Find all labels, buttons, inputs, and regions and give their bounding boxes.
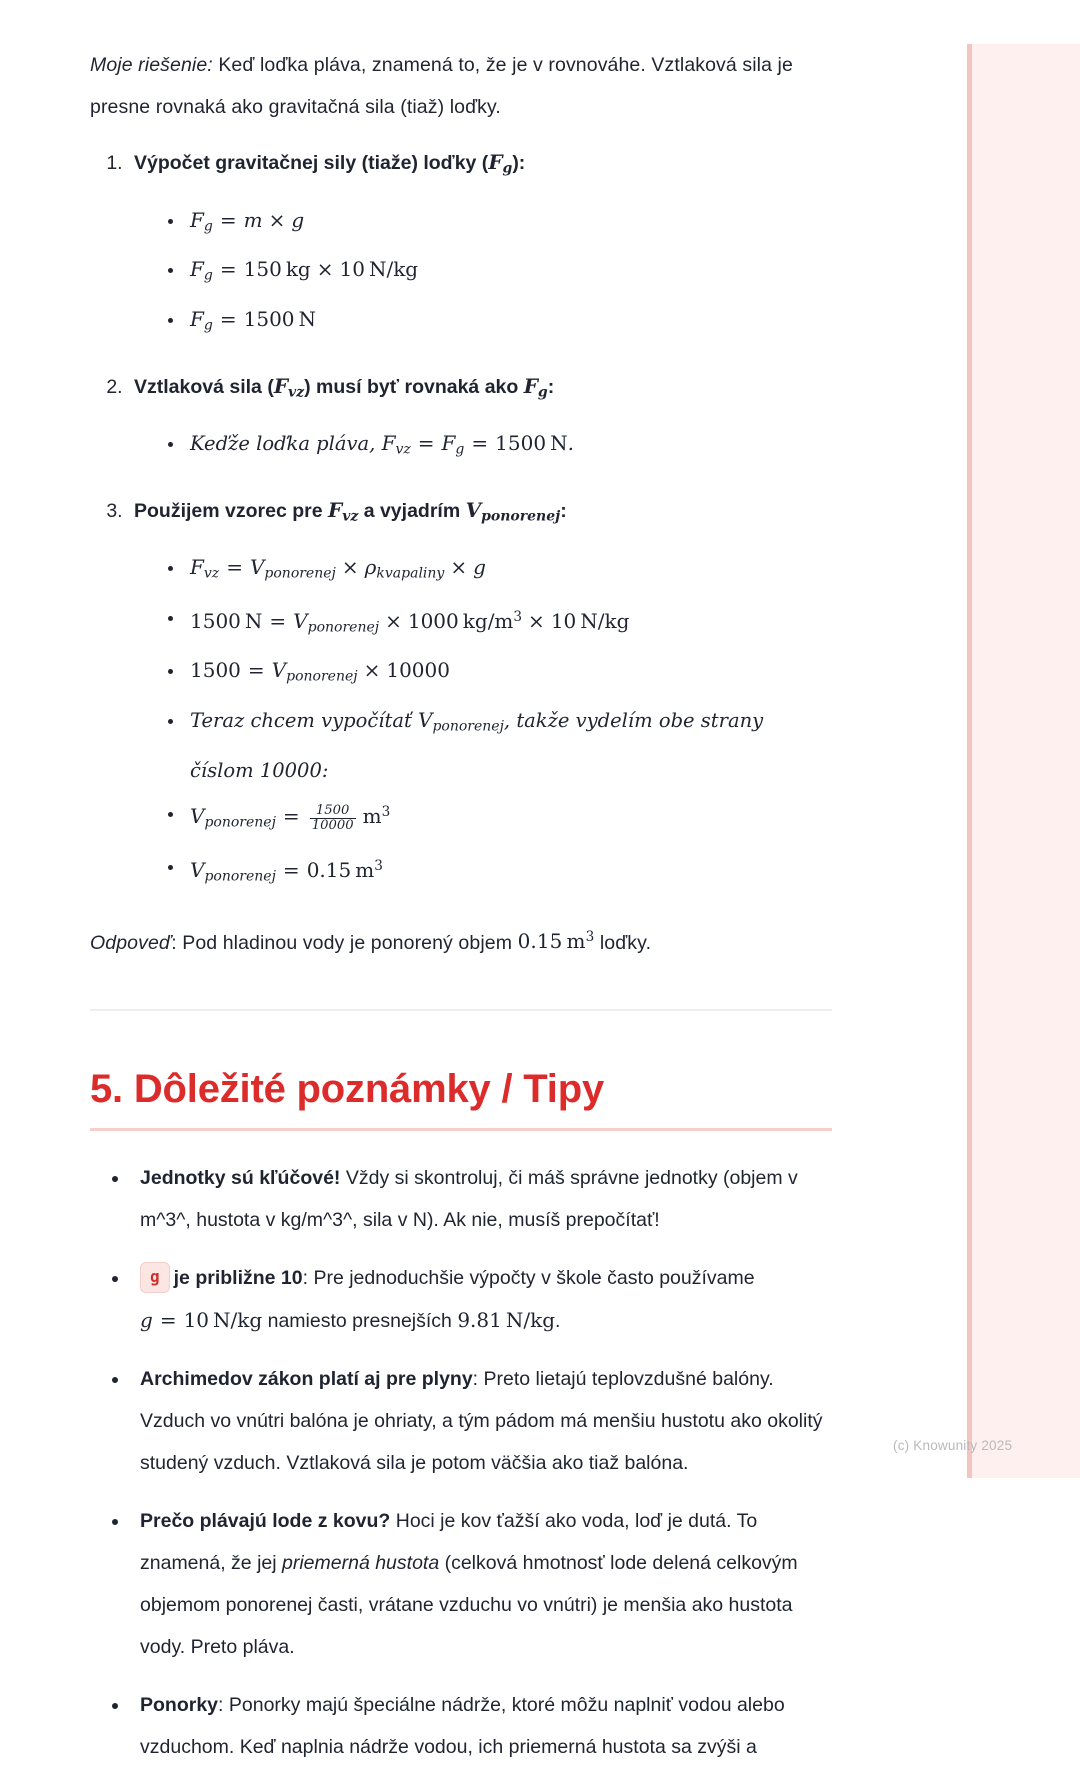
- tip-gravity-text-c: .: [555, 1310, 561, 1333]
- answer-text-a: : Pod hladinou vody je ponorený objem: [171, 931, 518, 954]
- tip-gravity-bold: je približne 10: [173, 1267, 303, 1290]
- formula-fvz-equals-fg: [162, 422, 832, 472]
- step-3-title: [134, 497, 567, 525]
- formula-text: $F_{vz} = F_g = 1500$ N.: [381, 431, 574, 458]
- formula-fg-def: [162, 199, 832, 249]
- tip-gases-bold: Archimedov zákon platí aj pre plyny: [140, 1368, 473, 1391]
- formula-text: 1500 $N = V_{ponorenej} \times 1000$ $kg/m^3 \times 10$ N/kg: [190, 608, 630, 636]
- document-content: [90, 44, 832, 1784]
- step-3-title-suffix: :: [560, 499, 567, 522]
- formula-text: $F_g = 150$ kg × 10 N/kg: [190, 257, 419, 284]
- formula-text: $V_{ponorenej} = 0.15$ $m^3$: [190, 857, 383, 885]
- step-2-symbol2-sub: g: [537, 384, 548, 401]
- formula-fvz-def: [162, 546, 832, 596]
- tip-gravity-math-b: 9.81 N/kg: [457, 1308, 556, 1333]
- step-1-symbol-sub: g: [502, 160, 513, 177]
- tip-metal-ships-bold: Prečo plávajú lode z kovu?: [140, 1510, 391, 1533]
- inline-code-badge-g: g: [140, 1262, 170, 1293]
- step-1-title: [134, 150, 526, 177]
- step-3-title-mid: a vyjadrím: [358, 499, 466, 522]
- formula-text: $F_{vz} = V_{ponorenej} \times \rho_{kvapaliny} \times g$: [190, 555, 486, 582]
- formula-lead-text: Keďže loďka pláva,: [190, 432, 382, 456]
- formula-explanation: Teraz chcem vypočítať $V_{ponorenej}$, takže vydelím obe strany číslom 10000:: [162, 699, 832, 792]
- formula-fg-values: [162, 248, 832, 298]
- step-1-symbol: F: [488, 150, 503, 174]
- tip-gravity: [104, 1257, 832, 1342]
- tip-units-text: Vždy si skontroluj, či máš správne jednotky (objem v m^3^, hustota v kg/m^3^, sila v N). Ak nie, musíš prepočítať!: [140, 1167, 798, 1232]
- page-edge-strip: [967, 44, 1080, 1478]
- solution-steps-list: [90, 142, 832, 899]
- tip-metal-ships-italic: priemerná hustota: [282, 1552, 440, 1575]
- tip-gravity-text-b: namiesto presnejších: [262, 1310, 458, 1333]
- tip-gravity-math-a: g = 10 N/kg: [140, 1308, 263, 1333]
- watermark: (c) Knowunity 2025: [893, 1438, 1013, 1453]
- step-2-formulas: [134, 422, 832, 472]
- solution-step-3: [128, 490, 832, 899]
- formula-text: $F_g = m \times g$: [190, 207, 305, 235]
- step-3-symbol-sub: vz: [342, 508, 359, 525]
- step-2-title-prefix: Vztlaková sila (: [134, 375, 274, 398]
- answer-value: 0.15 $m^3$: [517, 929, 595, 954]
- tip-units-bold: Jednotky sú kľúčové!: [140, 1167, 341, 1190]
- step-2-title: [134, 373, 555, 401]
- formula-fg-result: [162, 298, 832, 348]
- fraction: [310, 804, 356, 835]
- formula-text: $1500 = V_{ponorenej} \times 10000$: [190, 658, 450, 686]
- intro-label: Moje riešenie:: [90, 54, 213, 76]
- step-3-formulas: [134, 546, 832, 898]
- answer-text-b: loďky.: [594, 931, 652, 954]
- step-1-formulas: [134, 199, 832, 348]
- formula-final-result: [162, 845, 832, 898]
- tip-gases-text: : Preto lietajú teplovzdušné balóny. Vzduch vo vnútri balóna je ohriaty, a tým pádom má menšiu hustotu ako okolitý studený vzduch. Vztlaková sila je potom väčšia ako tiaž balóna.: [140, 1368, 823, 1475]
- step-2-symbol2: F: [523, 373, 538, 398]
- formula-simplified: [162, 649, 832, 699]
- step-1-title-suffix: ):: [512, 152, 526, 174]
- page-title: 5. Dôležité poznámky / Tipy: [90, 1067, 832, 1131]
- step-1-title-prefix: Výpočet gravitačnej sily (tiaže) loďky (: [134, 152, 489, 174]
- tip-metal-ships-text-b: (celková hmotnosť lode delená celkovým objemom ponorenej časti, vrátane vzduchu vo vnútri) je menšia ako hustota vody. Preto pláva.: [140, 1552, 798, 1659]
- answer-paragraph: [90, 917, 832, 964]
- tip-metal-ships: [104, 1500, 832, 1668]
- answer-label: Odpoveď: [90, 931, 172, 954]
- tip-submarines-bold: Ponorky: [140, 1694, 219, 1717]
- explanation-text-a: Teraz chcem vypočítať: [190, 709, 418, 733]
- fraction-denominator: 10000: [311, 818, 354, 834]
- section-divider: [90, 1009, 832, 1011]
- step-2-title-mid: ) musí byť rovnaká ako: [304, 375, 524, 398]
- formula-substituted: [162, 596, 832, 649]
- step-2-symbol-sub: vz: [288, 384, 305, 401]
- tip-gases: [104, 1358, 832, 1484]
- solution-step-2: [128, 366, 832, 472]
- tip-gravity-text-a: : Pre jednoduchšie výpočty v škole často používame: [302, 1267, 755, 1290]
- tip-units: [104, 1157, 832, 1241]
- formula-text: $V_{ponorenej}$ = $\frac{1500}{10000}$ $m^3$: [190, 802, 391, 834]
- formula-text: $F_g = 1500$ N: [190, 306, 317, 334]
- fraction-numerator: 1500: [315, 802, 350, 818]
- step-3-symbol2: V: [465, 497, 482, 522]
- explanation-text-b: , takže vydelím obe strany číslom 10000:: [190, 709, 764, 782]
- step-2-title-suffix: :: [547, 375, 555, 398]
- step-3-symbol2-sub: ponorenej: [481, 508, 561, 525]
- tip-submarines: [104, 1684, 832, 1768]
- intro-text: Keď loďka pláva, znamená to, že je v rovnováhe. Vztlaková sila je presne rovnaká ako gravitačná sila (tiaž) loďky.: [90, 54, 793, 118]
- tip-submarines-text: : Ponorky majú špeciálne nádrže, ktoré môžu naplniť vodou alebo vzduchom. Keď naplnia nádrže vodou, ich priemerná hustota sa zvýši a: [140, 1694, 785, 1759]
- step-3-symbol: F: [327, 497, 343, 522]
- step-3-title-prefix: Použijem vzorec pre: [134, 499, 328, 522]
- tip-metal-ships-text-a: Hoci je kov ťažší ako voda, loď je dutá. To znamená, že jej: [140, 1510, 758, 1575]
- formula-fraction: [162, 792, 832, 845]
- step-2-symbol: F: [273, 373, 289, 398]
- solution-step-1: [128, 142, 832, 348]
- intro-paragraph: [90, 44, 832, 128]
- tips-list: [90, 1157, 832, 1768]
